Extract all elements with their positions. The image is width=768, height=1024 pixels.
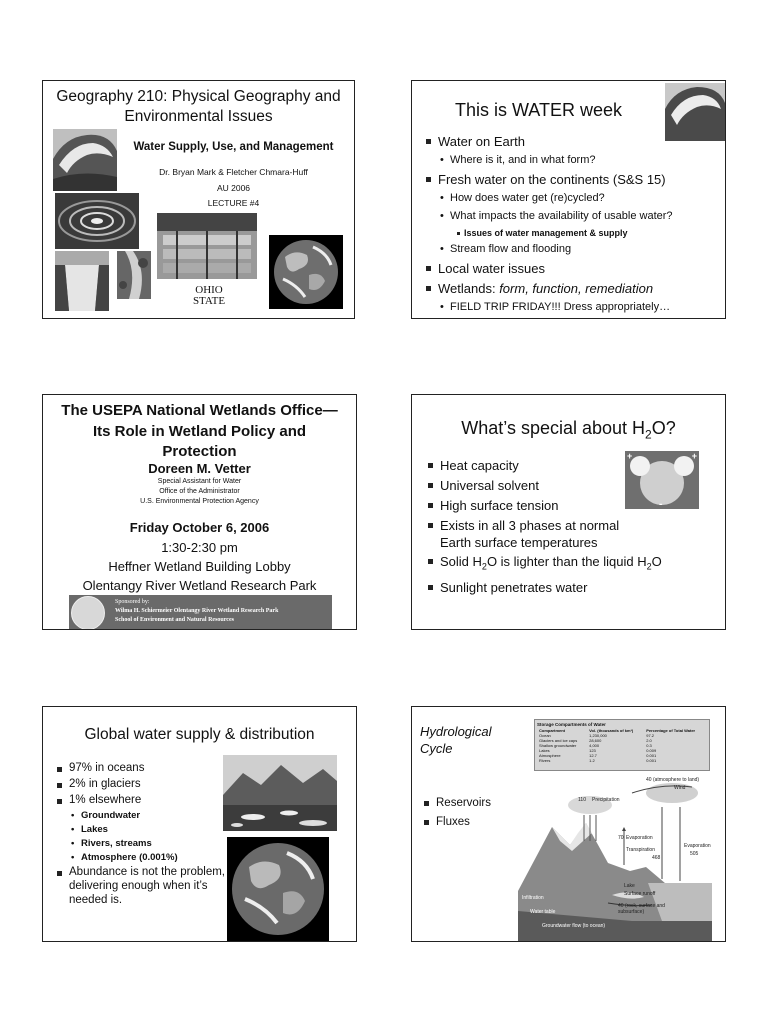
bullet-item: Wetlands: form, function, remediation bbox=[424, 280, 717, 297]
bullet-item: • What impacts the availability of usable water? bbox=[424, 209, 717, 224]
slide-3-role-2: Office of the Administrator bbox=[159, 488, 240, 495]
slide-6-heading: Hydrological Cycle bbox=[420, 724, 492, 756]
sponsor-seal bbox=[71, 596, 105, 630]
label-et-value: 70 bbox=[618, 835, 624, 841]
waterfall-photo bbox=[55, 251, 109, 311]
bullet-item: Universal solvent bbox=[426, 477, 635, 494]
label-wind: Wind bbox=[674, 785, 686, 791]
slide-3-place-2: Olentangy River Wetland Research Park bbox=[82, 578, 317, 593]
bullet-item: Water on Earth bbox=[424, 133, 717, 150]
table-header-cell: Compartment bbox=[539, 728, 566, 733]
bullet-item: Sunlight penetrates water bbox=[426, 579, 717, 596]
slide-3-time: 1:30-2:30 pm bbox=[161, 540, 238, 555]
bullet-item: • Where is it, and in what form? bbox=[424, 153, 717, 168]
bullet-item: 97% in oceans bbox=[55, 761, 231, 775]
bullet-item: Abundance is not the problem, delivering enough when it’s needed is. bbox=[55, 865, 231, 907]
table-cell: Shallow groundwater bbox=[539, 743, 577, 748]
bullet-item: Reservoirs bbox=[422, 795, 522, 812]
bullet-item: Exists in all 3 phases at normal Earth surface temperatures bbox=[426, 517, 635, 551]
table-cell: Glaciers and ice caps bbox=[539, 738, 578, 743]
bullet-item: Fresh water on the continents (S&S 15) bbox=[424, 171, 717, 188]
bullet-item: Issues of water management & supply bbox=[424, 227, 717, 239]
bullet-item: • How does water get (re)cycled? bbox=[424, 191, 717, 206]
slide-3-seminar bbox=[42, 394, 357, 630]
bullet-item: • FIELD TRIP FRIDAY!!! Dress appropriately… bbox=[424, 300, 717, 315]
slide-5-heading: Global water supply & distribution bbox=[84, 726, 315, 743]
plus-charge-right: + bbox=[691, 451, 697, 461]
label-evap-ocean-value: 505 bbox=[690, 851, 699, 857]
bullet-item: Solid $H_2O$ is lighter than the liquid $H_2O$ bbox=[426, 553, 717, 576]
table-cell: 0.009 bbox=[646, 748, 657, 753]
bullet-item: • Lakes bbox=[55, 823, 231, 836]
label-transpiration: Transpiration bbox=[626, 847, 655, 853]
slide-4-heading: What’s special about $H_2O$? bbox=[461, 418, 676, 442]
slide-6-bullets bbox=[422, 795, 522, 833]
slide-3-date: Friday October 6, 2006 bbox=[129, 520, 270, 535]
ripple-photo bbox=[55, 193, 139, 249]
bullet-item: 1% elsewhere bbox=[55, 793, 231, 807]
label-precip-land: 110 bbox=[578, 797, 586, 803]
table-cell: 123 bbox=[589, 748, 596, 753]
plus-charge-left: + bbox=[627, 451, 633, 461]
table-cell: 0.3 bbox=[646, 743, 652, 748]
table-cell: Lakes bbox=[539, 748, 550, 753]
bullet-item: 2% in glaciers bbox=[55, 777, 231, 791]
slide-3-role-1: Special Assistant for Water bbox=[157, 478, 242, 485]
label-precipitation: Precipitation bbox=[592, 797, 620, 803]
wave-photo bbox=[53, 129, 117, 191]
label-return: 40 (rock, surface and subsurface) bbox=[618, 903, 665, 915]
stream-photo bbox=[117, 251, 151, 299]
table-cell: 2.0 bbox=[646, 738, 652, 743]
storage-table-grid bbox=[537, 728, 707, 763]
table-cell: 4,000 bbox=[589, 743, 600, 748]
label-water-table: Water table bbox=[530, 909, 556, 915]
slide-3-heading: The USEPA National Wetlands Office—Its Role in Wetland Policy and Protection bbox=[61, 402, 338, 460]
label-advection: 40 (atmosphere to land) bbox=[646, 777, 700, 783]
table-header-cell: Percentage of Total Water bbox=[646, 728, 696, 733]
slide-2-water-week bbox=[411, 80, 726, 319]
bullet-item: • Groundwater bbox=[55, 809, 231, 822]
slide-1-title bbox=[42, 80, 355, 319]
glacier-photo bbox=[223, 755, 337, 831]
slide-1-lecture: LECTURE #4 bbox=[207, 198, 260, 208]
table-row bbox=[537, 758, 707, 763]
table-cell: 0.001 bbox=[646, 753, 657, 758]
bullet-item: • Atmosphere (0.001%) bbox=[55, 851, 231, 864]
hydrological-cycle-diagram bbox=[512, 771, 722, 941]
label-groundwater: Groundwater flow (to ocean) bbox=[542, 923, 606, 929]
bullet-item: Local water issues bbox=[424, 260, 717, 277]
slide-6-hydrological-cycle bbox=[411, 706, 726, 942]
label-infiltration: Infiltration bbox=[522, 895, 544, 901]
table-cell: 0.001 bbox=[646, 758, 657, 763]
table-cell: 1,230,000 bbox=[589, 733, 607, 738]
slide-1-authors: Dr. Bryan Mark & Fletcher Chmara-Huff bbox=[159, 167, 308, 177]
slide-1-heading: Geography 210: Physical Geography and Environmental Issues bbox=[56, 88, 341, 125]
water-molecule-image bbox=[625, 451, 699, 509]
slide-1-term: AU 2006 bbox=[216, 183, 251, 193]
ohio-state-logo: OHIO STATE bbox=[192, 284, 226, 307]
label-precip-ocean-value: 468 bbox=[652, 855, 661, 861]
label-evap-ocean: Evaporation bbox=[684, 843, 711, 849]
minus-charge: - bbox=[659, 499, 663, 509]
bullet-item: • Stream flow and flooding bbox=[424, 242, 717, 257]
bullet-item: Fluxes bbox=[422, 814, 522, 831]
slide-5-bullets bbox=[55, 761, 231, 909]
table-cell: Ocean bbox=[539, 733, 551, 738]
table-cell: Atmosphere bbox=[539, 753, 561, 758]
table-cell: 97.2 bbox=[646, 733, 655, 738]
slide-2-heading: This is WATER week bbox=[454, 100, 623, 120]
table-cell: 1.2 bbox=[589, 758, 595, 763]
label-runoff: Surface runoff bbox=[624, 891, 656, 897]
treatment-plant-photo bbox=[157, 213, 257, 279]
sponsor-banner: Sponsored by: Wilma H. Schiermeier Olentangy River Wetland Research Park School of Environment and Natural Resources bbox=[69, 595, 332, 629]
slide-3-speaker: Doreen M. Vetter bbox=[148, 461, 251, 476]
slide-3-role-3: U.S. Environmental Protection Agency bbox=[140, 498, 259, 505]
bullet-item: High surface tension bbox=[426, 497, 635, 514]
earth-photo bbox=[227, 837, 329, 941]
slide-5-global-water bbox=[42, 706, 357, 942]
storage-table: Storage Compartments of Water Compartment Vol. (thousands of km³) Percentage of Total Water Ocean 1,230,000 97.2 Glaciers and ice caps 28,600 2.0 Shallow groundwater 4,000 0.3 Lakes 123 0.009 Atmosphere 12.7 0.001 Rivers 1.2 0.001 bbox=[534, 719, 710, 771]
label-evaporation: Evaporation bbox=[626, 835, 653, 841]
table-cell: 28,600 bbox=[589, 738, 602, 743]
slide-4-bullets bbox=[426, 457, 635, 554]
slide-3-place-1: Heffner Wetland Building Lobby bbox=[108, 559, 291, 574]
slide-2-bullets bbox=[424, 133, 717, 318]
bullet-item: • Rivers, streams bbox=[55, 837, 231, 850]
label-lake: Lake bbox=[624, 883, 635, 889]
slide-4-water-special bbox=[411, 394, 726, 630]
table-cell: 12.7 bbox=[589, 753, 597, 758]
earth-photo bbox=[269, 235, 343, 309]
bullet-item: Heat capacity bbox=[426, 457, 635, 474]
table-header-cell: Vol. (thousands of km³) bbox=[589, 728, 634, 733]
slide-4-bullets-cont bbox=[426, 553, 717, 599]
table-cell: Rivers bbox=[539, 758, 551, 763]
slide-1-subtitle: Water Supply, Use, and Management bbox=[133, 141, 334, 153]
